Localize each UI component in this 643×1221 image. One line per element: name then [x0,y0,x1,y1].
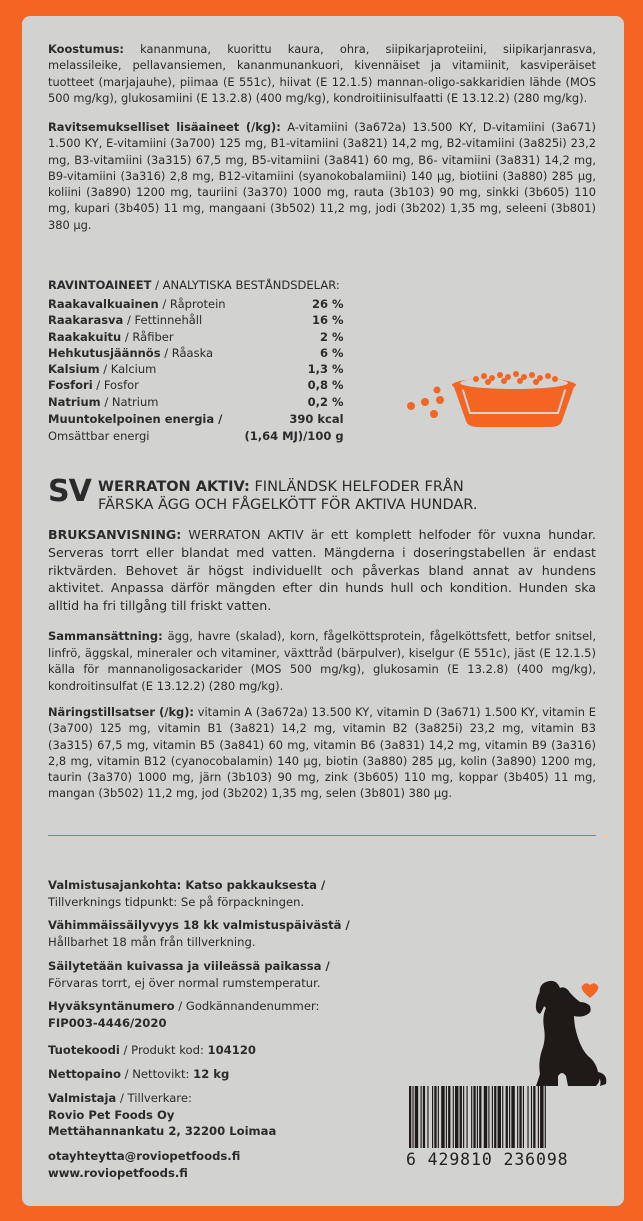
net-weight [48,1066,229,1083]
nutrients-table [48,296,344,444]
nutrient-label [48,394,226,410]
approval-fi: Hyväksyntänumero [48,999,175,1013]
approval-value: FIP003-4446/2020 [48,1015,167,1030]
barcode-bar [531,1086,532,1148]
nutrient-name-sv: / Råfiber [121,329,174,344]
language-code-sv: SV [48,474,91,509]
barcode-bar [488,1086,489,1148]
product-code [48,1042,256,1059]
approval-number [48,998,319,1031]
nutrient-label [48,377,226,393]
energy-label-fi: Muuntokelpoinen energia / [48,411,223,426]
approval-sv: / Godkännandenummer: [174,999,320,1013]
weight-value: 12 kg [193,1067,230,1081]
nutrient-name-sv: / Fosfor [92,378,139,393]
product-fi: Tuotekoodi [48,1043,120,1057]
sv-additives-text: vitamin A (3a672a) 13.500 KY, vitamin D (3a671) 1.500 KY, vitamin E (3a700) 125 mg, vitamin B1 (3a821) 14,2 mg, vitamin B2 (3a825i) 23,2 mg, vitamin B3 (3a315) 67,5 mg, vitamin B5 (3a841) 60 mg, vitamin B6 (3a831) 14,2 mg, vitamin B9 (3a316) 2,8 mg, vitamin B12 (cyanocobalamin) 140 µg, biotin (3a880) 285 µg, kolin (3a890) 1200 mg, taurin (3a370) 1000 mg, järn (3b103) 90 mg, zink (3b605) 110 mg, koppar (3b405) 11 mg, mangan (3b502) 11,2 mg, jod (3b202) 1,35 mg, selen (3b801) 380 µg. [48,705,596,801]
nutrient-label [48,329,226,345]
barcode-bar [498,1086,501,1148]
fi-composition-text: kananmuna, kuorittu kaura, ohra, siipikarjaproteiini, siipikarjanrasva, melassileike, pellavansiemen, kananmunankuori, kivennäiset ja vitamiinit, kasviperäiset tuotteet (marjajauhe), piimaa (E 551c), hiivat (E 12.1.5) mannan-oligo-sakkaridien lähde (MOS 500 mg/kg), glukosamiini (E 13.2.8) (400 mg/kg), kondroitiinisulfaatti (E 13.12.2) (280 mg/kg). [48,42,596,105]
section-divider [48,835,596,836]
nutrient-value: 2 % [320,329,344,344]
barcode-bar [511,1086,514,1148]
nutrient-label [48,296,226,312]
barcode-bar [533,1086,535,1148]
barcode-bar [545,1086,546,1148]
weight-fi: Nettopaino [48,1067,121,1081]
barcode-bar [502,1086,503,1148]
sv-usage-label: BRUKSANVISNING: [48,527,182,542]
product-value: 104120 [207,1043,256,1057]
maker-fi: Valmistaja [48,1091,117,1105]
barcode-digits: 6 429810 236098 [406,1150,569,1169]
nutrient-name-sv: / Kalcium [99,362,157,377]
barcode-bar [463,1086,464,1148]
barcode-bar [423,1086,425,1148]
nutrient-name-fi: Raakakuitu [48,329,122,344]
nutrient-name-fi: Natrium [48,394,101,409]
nutrient-value: 16 % [312,313,344,328]
sv-usage [48,526,596,615]
fi-additives [48,119,596,233]
energy-label-sv: Omsättbar energi [48,429,150,444]
storage-instructions [48,958,330,991]
sv-heading-bold: WERRATON AKTIV: [98,479,250,495]
nutrient-name-sv: / Fettinnehåll [123,313,203,328]
nutrient-row [48,312,344,328]
barcode-bar [412,1086,413,1148]
nutrient-name-fi: Fosfori [48,378,93,393]
barcode-bar [427,1086,428,1148]
barcode-bar [494,1086,496,1148]
label-panel [22,16,624,1206]
barcode-bar [538,1086,539,1148]
nutrient-name-fi: Raakarasva [48,313,124,328]
nutrient-name-sv: / Natrium [100,394,159,409]
fi-additives-label: Ravitsemukselliset lisäaineet (/kg): [48,120,281,134]
nutrient-value: 0,8 % [307,378,344,393]
mfg-fi: Valmistusajankohta: Katso pakkauksesta / [48,878,326,892]
barcode-bar [448,1086,450,1148]
barcode-bar [421,1086,422,1148]
barcode-bar [473,1086,475,1148]
barcode-bar [415,1086,418,1148]
sv-additives-label: Näringstillsatser (/kg): [48,705,194,719]
manufacturer [48,1090,276,1140]
energy-value-mj: (1,64 MJ)/100 g [244,429,344,444]
nutrients-title [48,278,340,292]
nutrient-name-fi: Kalsium [48,362,100,377]
nutrient-value: 0,2 % [307,394,344,409]
contact-website[interactable]: www.roviopetfoods.fi [48,1165,188,1180]
fi-additives-text: A-vitamiini (3a672a) 13.500 KY, D-vitamiini (3a671) 1.500 KY, E-vitamiini (3a700) 125 mg, B1-vitamiini (3a821) 14,2 mg, B2-vitamiini (3a825i) 23,2 mg, B3-vitamiini (3a315) 67,5 mg, B5-vitamiini (3a841) 60 mg, B6- vitamiini (3a831) 14,2 mg, B9-vitamiini (3a316) 2,8 mg, B12-vitamiini (syanokobalamiini) 140 µg, biotiini (3a880) 285 µg, koliini (3a890) 1200 mg, tauriini (3a370) 1000 mg, rauta (3b103) 90 mg, sinkki (3b605) 110 mg, kupari (3b405) 11 mg, mangaani (3b502) 11,2 mg, jodi (3b202) 1,35 mg, seleeni (3b801) 380 µg. [48,120,596,232]
barcode-bar [477,1086,478,1148]
nutrient-row [48,329,344,345]
nutrient-value: 6 % [320,345,344,360]
barcode-bar [506,1086,508,1148]
barcode-bar [455,1086,458,1148]
contact-email[interactable]: otayhteytta@roviopetfoods.fi [48,1149,241,1163]
barcode-bar [434,1086,436,1148]
barcode-bar [484,1086,487,1148]
maker-name: Rovio Pet Foods Oy [48,1107,175,1122]
nutrient-name-sv: / Råprotein [158,297,226,311]
mfg-sv: Tillverknings tidpunkt: Se på förpackningen. [48,894,305,909]
energy-value-kcal: 390 kcal [289,411,344,426]
energy-row-2 [48,428,344,444]
nutrient-value: 1,3 % [307,362,344,377]
nutrient-row [48,296,344,312]
sv-heading-line2: FÄRSKA ÄGG OCH FÅGELKÖTT FÖR AKTIVA HUNDAR. [98,497,478,513]
sv-heading-line1: FINLÄNDSK HELFODER FRÅN [249,479,464,495]
barcode-bar [467,1086,468,1148]
barcode-bar [460,1086,462,1148]
storage-fi: Säilytetään kuivassa ja viileässä paikassa / [48,959,330,973]
sv-usage-text: WERRATON AKTIV är ett komplett helfoder för vuxna hundar. Serveras torrt eller blandat med vatten. Mängderna i doseringstabellen är endast riktvärden. Behovet är högst individuellt och påverkas bland annat av hundens aktivitet. Anpassa därför mängden efter din hunds hull och kondition. Hunden ska alltid ha fri tillgång till friskt vatten. [48,527,596,614]
barcode-bar [471,1086,472,1148]
nutrient-name-fi: Raakavalkuainen [48,297,159,311]
barcode-bar [438,1086,439,1148]
nutrient-name-sv: / Råaska [160,345,214,360]
food-bowl-icon [400,361,580,441]
falling-kibble-icon [407,387,444,419]
shelf-sv: Hållbarhet 18 mån från tillverkning. [48,934,256,949]
barcode-bar [527,1086,528,1148]
nutrient-name-fi: Hehkutusjäännös [48,345,161,360]
barcode-bar [519,1086,521,1148]
barcode-bar [409,1086,411,1148]
nutrient-row [48,345,344,361]
barcode-bar [523,1086,524,1148]
nutrient-row [48,377,344,393]
barcode-bar [517,1086,518,1148]
weight-sv: / Nettovikt: [120,1067,194,1081]
fi-composition-label: Koostumus: [48,42,124,56]
sv-composition-label: Sammansättning: [48,629,163,643]
dog-silhouette-icon [522,976,612,1091]
contact [48,1148,240,1181]
shelf-fi: Vähimmäissäilyvyys 18 kk valmistuspäivästä / [48,918,350,932]
sv-additives [48,704,596,802]
nutrients-title-bold: RAVINTOAINEET [48,278,152,292]
sv-composition-text: ägg, havre (skalad), korn, fågelköttsprotein, fågelköttsfett, betfor snitsel, linfrö, äggskal, mineraler och vitaminer, växttråd (bärpulver), kiselgur (E 551c), jäst (E 12.1.5) källa för mannanoligosackarider (MOS 500 mg/kg), glukosamin (E 13.2.8) (400 mg/kg), kondroitinsulfat (E 13.12.2) (280 mg/kg). [48,629,596,693]
barcode-bar [446,1086,447,1148]
nutrient-label [48,345,226,361]
nutrient-label [48,361,226,377]
sv-product-heading [98,478,598,514]
nutrient-label [48,312,226,328]
energy-row-1 [48,410,344,428]
storage-sv: Förvaras torrt, ej över normal rumstemperatur. [48,975,321,990]
barcode-bar [509,1086,510,1148]
nutrient-row [48,361,344,377]
nutrient-value: 26 % [312,297,344,311]
barcode [409,1086,597,1152]
nutrients-title-rest: / ANALYTISKA BESTÅNDSDELAR: [151,278,340,292]
barcode-bar [453,1086,454,1148]
product-sv: / Produkt kod: [119,1043,208,1057]
barcode-bar [441,1086,444,1148]
manufacturing-date [48,877,325,910]
maker-sv: / Tillverkare: [116,1091,192,1105]
nutrient-row [48,394,344,410]
sv-composition [48,628,596,694]
barcode-bar [432,1086,433,1148]
barcode-bar [479,1086,481,1148]
fi-composition [48,41,596,106]
shelf-life [48,917,350,950]
barcode-bar [540,1086,543,1148]
barcode-bar [492,1086,493,1148]
heart-icon [582,983,599,998]
maker-address: Mettähannankatu 2, 32200 Loimaa [48,1124,277,1138]
